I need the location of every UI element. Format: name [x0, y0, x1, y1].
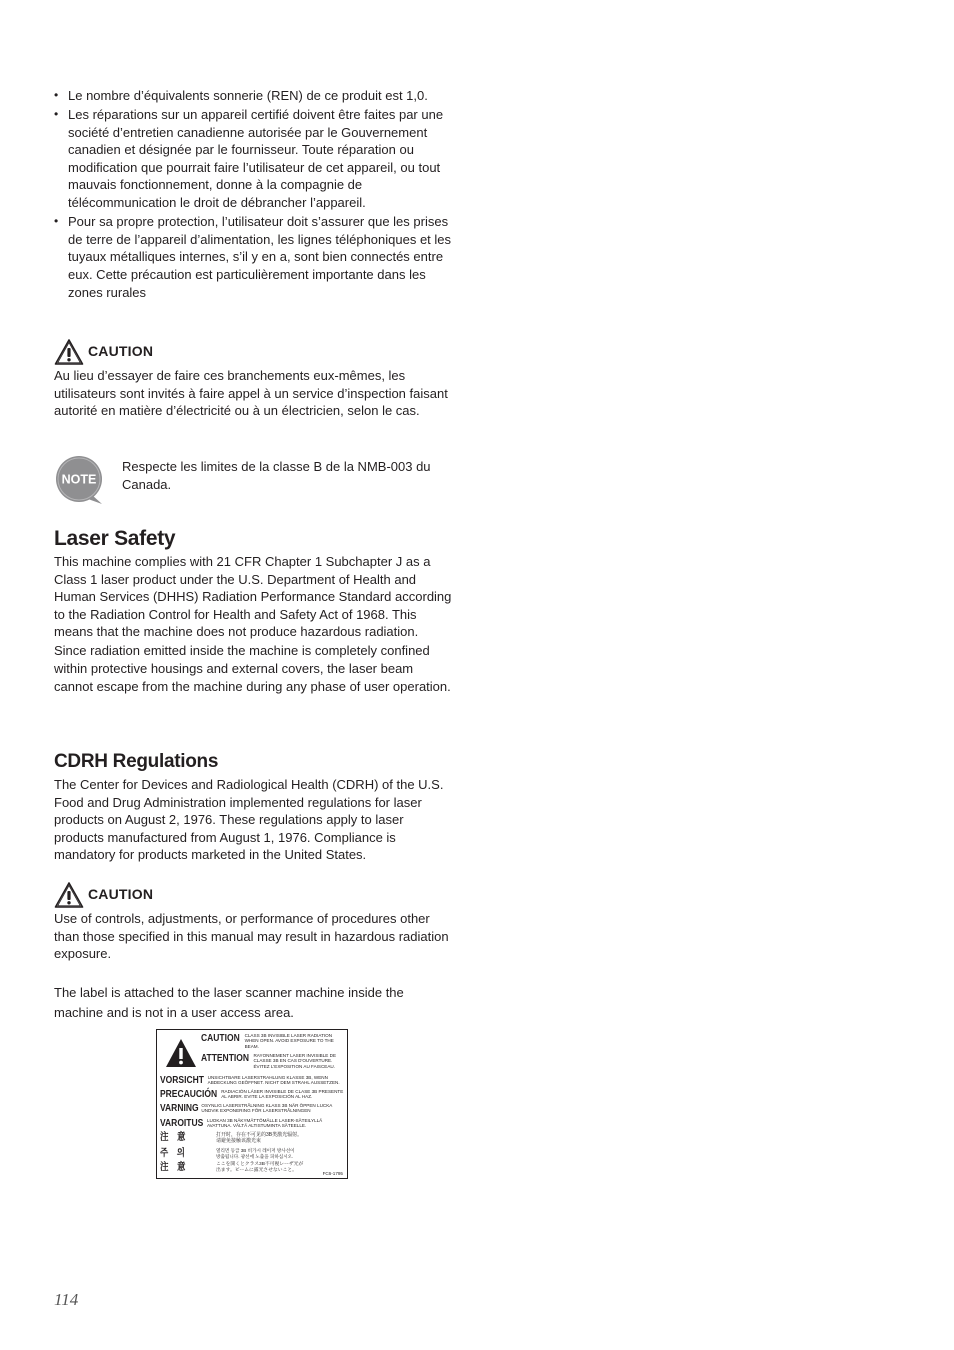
note-icon [54, 455, 106, 507]
note-icon-label: NOTE [61, 472, 97, 487]
label-row-key: VORSICHT [160, 1075, 204, 1086]
label-row-text: RAYONNEMENT LASER INVISIBLE DE CLASSE 3B EN CAS D'OUVERTURE. ÉVITEZ L'EXPOSITION AU FAISCEAU. [253, 1053, 337, 1069]
label-row-text: LUOKAN 3B NÄKYMÄTTÖMÄLLE LASER-SÄTEILYLLÄ AVATTUNA. VÄLTÄ ALTISTUMINTA SÄTEELLE. [206, 1118, 323, 1129]
section-heading-laser-safety: Laser Safety [54, 527, 176, 550]
label-row [160, 1075, 340, 1086]
bullet-list [54, 87, 454, 303]
label-row-key: CAUTION [201, 1033, 240, 1044]
list-item: • Les réparations sur un appareil certifié doivent être faites par une société d’entretien canadienne autorisée par le Gouvernement canadien et désignée par le fournisseur. Toute réparation ou modification que pourrait faire l’utilisateur de cet appareil, ou tout mauvais fonctionnement, donne à la compagnie de télécommunication le droit de débrancher l’appareil. [54, 106, 454, 212]
label-row-key: VAROITUS [160, 1118, 204, 1129]
laser-safety-body [54, 553, 454, 695]
paragraph: Since radiation emitted inside the machine is completely confined within protective housings and external covers, the laser beam cannot escape from the machine during any phase of user operation. [54, 643, 451, 694]
list-item: • Le nombre d’équivalents sonnerie (REN) de ce produit est 1,0. [54, 87, 454, 105]
caution-block-french [54, 337, 454, 420]
label-row-text: ここを開くとクラス3B不可視レーザ光が 出ます。ビームに露光させないこと。 [216, 1162, 304, 1173]
label-row-text: UNSICHTBARE LASERSTRAHLUNG KLASSE 3B, WENN ABDECKUNG GEÖFFNET. NICHT DEM STRAHL AUSSETZEN. [207, 1075, 340, 1086]
label-row [201, 1053, 336, 1069]
label-code: FC6-1795 [322, 1171, 343, 1176]
label-row-text: OSYNLIG LASERSTRÅLNING KLASS 3B NÄR ÖPPEN LUCKA UNDVIK EXPONERING FÖR LASERSTRÅLNINGEN [201, 1103, 333, 1114]
label-row-text: RADIACIÓN LÁSER INVISIBLE DE CLASE 3B PRESENTE AL ABRIR. EVITE LA EXPOSICIÓN AL HAZ. [221, 1089, 344, 1100]
label-row [160, 1132, 302, 1144]
caution-title: CAUTION [88, 886, 154, 903]
label-row [160, 1103, 332, 1114]
laser-warning-label [156, 1029, 348, 1179]
label-row-text: CLASS 3B INVISIBLE LASER RADIATION WHEN OPEN. AVOID EXPOSURE TO THE BEAM. [244, 1033, 334, 1049]
caution-header [54, 880, 454, 910]
label-row-key: 주 의 [160, 1148, 185, 1159]
label-row-text: 打开时，存在不可见的3B类激光辐射。 请避免接触该激光束 [216, 1132, 303, 1144]
warning-icon [165, 1038, 197, 1068]
warning-icon [54, 881, 84, 909]
list-item: • Pour sa propre protection, l’utilisateur doit s’assurer que les prises de terre de l’appareil d’alimentation, les lignes téléphoniques et les tuyaux métalliques internes, s’il y en a, sont bien connectés entre eux. Cette précaution est particulièrement importante dans les zones rurales [54, 213, 454, 301]
section-heading-cdrh: CDRH Regulations [54, 751, 219, 772]
label-row [201, 1033, 334, 1049]
cdrh-body [54, 776, 454, 864]
label-row-key: VARNING [160, 1103, 199, 1114]
caution-text: Use of controls, adjustments, or performance of procedures other than those specified in this manual may result in hazardous radiation exposure. [54, 911, 449, 962]
label-row [160, 1148, 295, 1159]
caution-block-laser [54, 880, 454, 963]
paragraph: The label is attached to the laser scanner machine inside the machine and is not in a user access area. [54, 985, 404, 1020]
warning-icon [54, 338, 84, 366]
label-row [160, 1089, 343, 1100]
label-row-key: ATTENTION [201, 1053, 250, 1064]
paragraph: This machine complies with 21 CFR Chapter 1 Subchapter J as a Class 1 laser product under the U.S. Department of Health and Human Services (DHHS) Radiation Performance Standard according to the Radiation Control for Health and Safety Act of 1968. This means that the machine does not produce hazardous radiation. [54, 554, 452, 640]
paragraph: The Center for Devices and Radiological Health (CDRH) of the U.S. Food and Drug Administration implemented regulations for laser products on August 2, 1976. These regulations apply to laser products manufactured from August 1, 1976. Compliance is mandatory for products marketed in the United States. [54, 777, 444, 863]
caution-title: CAUTION [88, 343, 154, 360]
note-text: Respecte les limites de la classe B de la NMB-003 du Canada. [122, 459, 431, 492]
label-row-key: PRECAUCIÓN [160, 1089, 218, 1100]
label-row-key: 注 意 [160, 1162, 186, 1173]
page-number: 114 [54, 1290, 79, 1309]
label-row [160, 1162, 303, 1174]
label-row [160, 1118, 322, 1129]
label-row-text: 열리면 등급 3B 비가시 레이저 방사선이 방출됩니다. 광선에 노출을 피하십시오. [216, 1148, 295, 1159]
label-intro [54, 983, 454, 1023]
caution-header [54, 337, 454, 367]
caution-text: Au lieu d’essayer de faire ces branchements eux-mêmes, les utilisateurs sont invités à faire appel à un service d’inspection faisant autorité en matière d’électricité ou à un électricien, selon le cas. [54, 368, 448, 419]
label-row-key: 注 意 [160, 1132, 186, 1143]
